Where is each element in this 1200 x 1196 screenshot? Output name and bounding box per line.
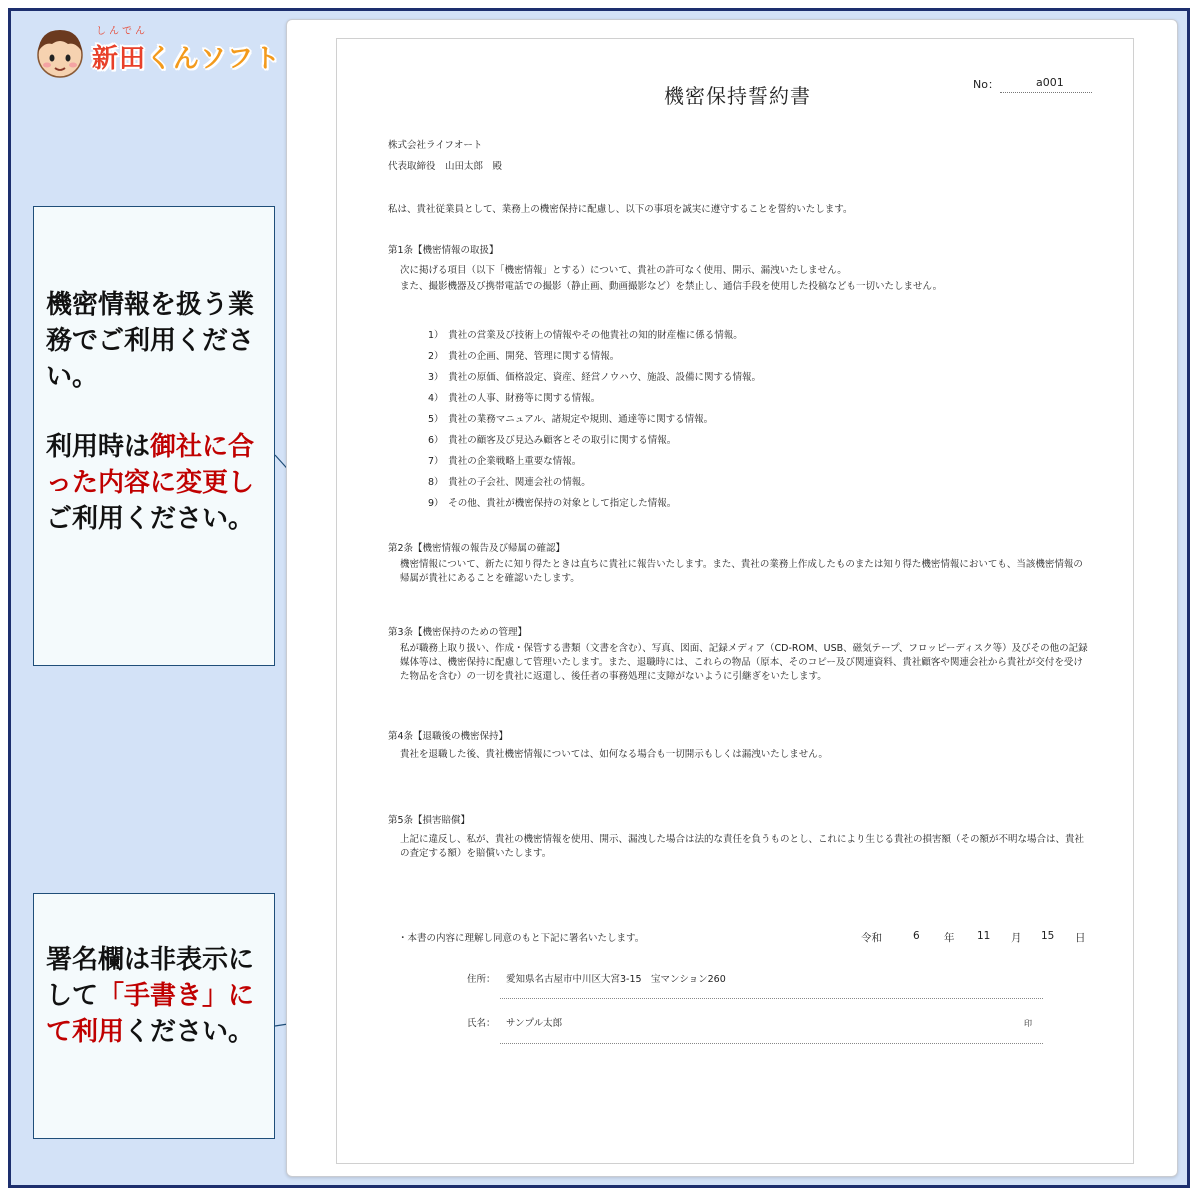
intro-text: 私は、貴社従業員として、業務上の機密保持に配慮し、以下の事項を誠実に遵守することを誓約いたします。 <box>388 204 853 215</box>
article5-heading: 第5条【損害賠償】 <box>388 815 471 826</box>
article1-item: 5） 貴社の業務マニュアル、諸規定や規則、通達等に関する情報。 <box>428 414 714 425</box>
signature-callout-text-a: 署名欄は非表示にして <box>46 945 255 1011</box>
usage-callout-text-a: 利用時は <box>46 432 151 462</box>
date-month-unit: 月 <box>1011 932 1022 944</box>
logo-text-main: 新田 <box>92 44 147 74</box>
article3-heading: 第3条【機密保持のための管理】 <box>388 627 528 638</box>
article1-item: 1） 貴社の営業及び技術上の情報やその他貴社の知的財産権に係る情報。 <box>428 330 743 341</box>
article1-item: 7） 貴社の企業戦略上重要な情報。 <box>428 456 582 467</box>
article2-body: 機密情報について、新たに知り得たときは直ちに貴社に報告いたします。また、貴社の業務上作成したものまたは知り得た機密情報においても、当該機密情報の帰属が貴社にあることを確認いたします。 <box>400 559 1083 584</box>
address-label: 住所： <box>467 974 496 985</box>
logo-ruby: しんでん <box>96 26 148 37</box>
article1-item: 8） 貴社の子会社、関連会社の情報。 <box>428 477 591 488</box>
usage-callout-text-c: ご利用ください。 <box>46 504 255 534</box>
addressee-company: 株式会社ライフオート <box>388 140 483 151</box>
usage-callout-line1: 機密情報を扱う業務でご利用ください。 <box>46 290 255 392</box>
signature-callout-text-c: ください。 <box>124 1017 255 1047</box>
date-year: 6 <box>913 930 920 942</box>
name-value: サンプル太郎 <box>506 1018 563 1029</box>
article1-item: 6） 貴社の顧客及び見込み顧客とその取引に関する情報。 <box>428 435 677 446</box>
article1-item: 9） その他、貴社が機密保持の対象として指定した情報。 <box>428 498 677 509</box>
article1-item: 3） 貴社の原価、価格設定、資産、経営ノウハウ、施設、設備に関する情報。 <box>428 372 762 383</box>
article1-body2: また、撮影機器及び携帯電話での撮影（静止画、動画撮影など）を禁止し、通信手段を使用した投稿なども一切いたしません。 <box>400 281 943 292</box>
article3-body: 私が職務上取り扱い、作成・保管する書類（文書を含む）、写真、図面、記録メディア（CD-ROM、USB、磁気テープ、フロッピーディスク等）及びその他の記録媒体等は、機密保持に配慮して管理いたします。また、退職時には、これらの物品（原本、そのコピー及び関連資料、貴社顧客や関連会社から貴社が交付を受けた物品を含む）の一切を貴社に返還し、後任者の事務処理に支障がないように引継ぎをいたします。 <box>400 643 1088 682</box>
logo-text-sub: くんソフト <box>146 44 282 74</box>
seal-mark: 印 <box>1024 1019 1032 1028</box>
name-label: 氏名： <box>467 1018 496 1029</box>
address-line <box>500 998 1043 999</box>
date-month: 11 <box>977 930 991 942</box>
address-value: 愛知県名古屋市中川区大宮3-15 宝マンション260 <box>506 974 726 985</box>
date-year-unit: 年 <box>944 932 955 944</box>
doc-number-label: No： <box>973 78 999 91</box>
name-line <box>500 1043 1043 1044</box>
article4-body: 貴社を退職した後、貴社機密情報については、如何なる場合も一切開示もしくは漏洩いたしません。 <box>400 749 828 760</box>
signature-callout-highlight: 「手書き」にて利用 <box>46 981 255 1047</box>
date-day: 15 <box>1041 930 1055 942</box>
document-title: 機密保持誓約書 <box>664 84 811 108</box>
article5-body: 上記に違反し、私が、貴社の機密情報を使用、開示、漏洩した場合は法的な責任を負うものとし、これにより生じる貴社の損害額（その額が不明な場合は、貴社の査定する額）を賠償いたします。 <box>400 834 1085 859</box>
addressee-person: 代表取締役 山田太郎 殿 <box>388 161 503 172</box>
date-era: 令和 <box>861 932 882 944</box>
article1-heading: 第1条【機密情報の取扱】 <box>388 245 499 256</box>
date-day-unit: 日 <box>1075 932 1086 944</box>
doc-number-value: a001 <box>1036 76 1064 89</box>
article2-heading: 第2条【機密情報の報告及び帰属の確認】 <box>388 543 566 554</box>
usage-callout-highlight: 御社に合った内容に変更し <box>46 432 255 498</box>
article1-item: 4） 貴社の人事、財務等に関する情報。 <box>428 393 601 404</box>
agreement-text: ・本書の内容に理解し同意のもと下記に署名いたします。 <box>398 933 645 944</box>
article4-heading: 第4条【退職後の機密保持】 <box>388 731 509 742</box>
article1-item: 2） 貴社の企画、開発、管理に関する情報。 <box>428 351 620 362</box>
doc-number-underline <box>1000 92 1092 93</box>
article1-body1: 次に掲げる項目（以下「機密情報」とする）について、貴社の許可なく使用、開示、漏洩いたしません。 <box>400 265 847 276</box>
